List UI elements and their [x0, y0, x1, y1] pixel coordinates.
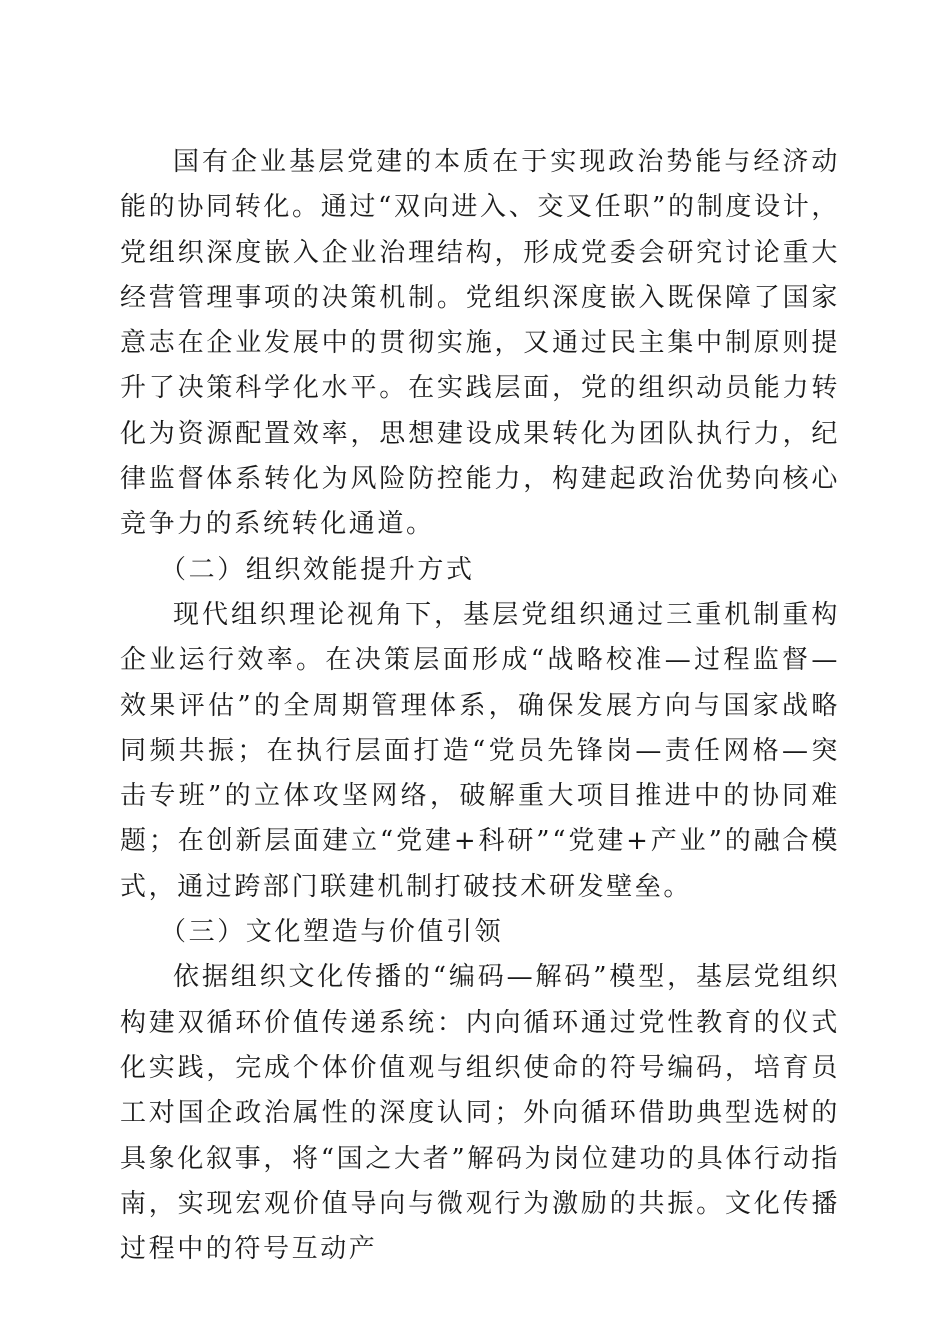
paragraph-party-building-essence: 国有企业基层党建的本质在于实现政治势能与经济动能的协同转化。通过“双向进入、交叉任职”的制度设计，党组织深度嵌入企业治理结构，形成党委会研究讨论重大经营管理事项的决策机制。党组织深度嵌入既保障了国家意志在企业发展中的贯彻实施，又通过民主集中制原则提升了决策科学化水平。在实践层面，党的组织动员能力转化为资源配置效率，思想建设成果转化为团队执行力，纪律监督体系转化为风险防控能力，构建起政治优势向核心竞争力的系统转化通道。	[120, 147, 840, 540]
document-body	[120, 140, 840, 1272]
section-heading-culture-values: （三）文化塑造与价值引领	[160, 917, 504, 948]
paragraph-culture-values: 依据组织文化传播的“编码—解码”模型，基层党组织构建双循环价值传递系统：内向循环通过党性教育的仪式化实践，完成个体价值观与组织使命的符号编码，培育员工对国企政治属性的深度认同；外向循环借助典型选树的具象化叙事，将“国之大者”解码为岗位建功的具体行动指南，实现宏观价值导向与微观行为激励的共振。文化传播过程中的符号互动产	[120, 962, 840, 1265]
section-heading-organizational-efficiency: （二）组织效能提升方式	[160, 554, 475, 585]
paragraph-organizational-efficiency: 现代组织理论视角下，基层党组织通过三重机制重构企业运行效率。在决策层面形成“战略校准—过程监督—效果评估”的全周期管理体系，确保发展方向与国家战略同频共振；在执行层面打造“党员先锋岗—责任网格—突击专班”的立体攻坚网络，破解重大项目推进中的协同难题；在创新层面建立“党建+科研”“党建+产业”的融合模式，通过跨部门联建机制打破技术研发壁垒。	[120, 599, 840, 902]
